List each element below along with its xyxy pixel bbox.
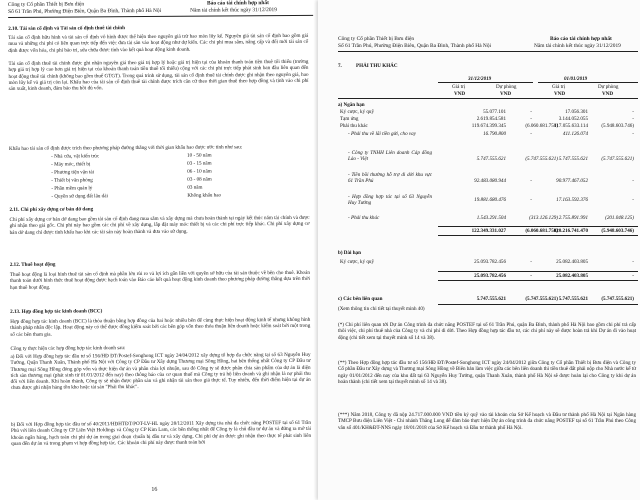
col-unit: VND [454,91,466,97]
left-s3-title: 2.12. Thuê hoạt động [9,261,56,268]
col-date-prior: 01/01/2019 [564,76,588,82]
row-provision-current: - [530,131,532,137]
rp-value-current: 5.747.555.621 [476,296,506,302]
col-date-current: 31/12/2019 [468,76,492,82]
left-s4-title: 2.13. Hợp đồng hợp tác kinh doanh (BCC) [10,308,103,315]
left-page-number: 16 [151,486,158,493]
header-rule [338,98,638,99]
dep-item-years: 03 - 08 năm [187,176,212,183]
total-value-prior: 25.082.403.805 [556,273,588,279]
row-value-current: 5.747.555.621 [476,156,506,162]
row-provision-current: (5.747.555.621) [525,156,558,162]
rp-provision-prior: (5.747.555.621) [601,296,634,302]
col-provision: Dự phòng [496,84,517,90]
total-rule [438,271,638,272]
row-provision-prior: (201.048.125) [605,215,634,221]
total-rule [438,304,638,305]
dep-item-years: 03 - 15 năm [187,160,212,167]
left-s4-b: b) Đối với Hợp đồng hợp tác đầu tư số 40/2011/HĐHTĐT/POT-LV-HL ngày 28/12/2011 Xây dựng tòa nhà đa chức năng POSTEF tại số 61 Trần Phú với liên doanh Công ty CP Liên Việt Holdings và Công ty CP Kim Lam, các bên thống nhất để Công ty là chủ đầu tư dự án và đứng ra mở tài khoản ngân hàng, hạch toán chi phí dự án trong giai đoạn chuẩn bị đầu tư và xây dựng. Chi phí dự án được ghi nhận theo thực tế phát sinh liên quan đến dự án và trong phạm vi hợp đồng hợp tác. Các khoản chi phí này được thanh toán bởi [10,419,312,447]
left-dep-intro: Khấu hao tài sản cố định được trích theo phương pháp đường thẳng với thời gian khấu hao được ước tính như sau: [9,144,243,152]
left-s1-p1: Tài sản cố định hữu hình và tài sản cố định vô hình được thể hiện theo nguyên giá trừ hao mòn lũy kế. Nguyên giá tài sản cố định bao gồm giá mua và những chi phí có liên quan trực tiếp đến việc đưa tài sản vào hoạt động như dự kiến. Các chi phí mua sắm, nâng cấp và đổi mới tài sản cố định được vốn hóa, chi phí bảo trì, sửa chữa được tính vào kết quả hoạt động kinh doanh. [8,32,309,54]
row-value-prior: 5.747.555.621 [558,156,588,162]
header-rule [538,82,638,83]
row-value-prior: 17.056.301 [565,109,588,115]
left-s2-p: Chi phí xây dựng cơ bản dở dang bao gồm tài sản cố định đang mua sắm và xây dựng mà chưa hoàn thành tại ngày kết thúc năm tài chính và được ghi nhận theo giá gốc. Chi phí này bao gồm các chi phí về xây dựng, lắp đặt máy móc thiết bị và các chi phí trực tiếp khác. Chi phí xây dựng cơ bản dở dang chỉ được tính khấu hao khi các tài sản này hoàn thành và đưa vào sử dụng. [9,214,310,236]
right-report-title: Báo cáo tài chính hợp nhất [550,36,612,42]
total-provision-current: - [530,273,532,279]
row-provision-current: - [530,109,532,115]
long-term-title: b) Dài hạn [338,250,361,256]
col-value: Giá trị [452,84,466,90]
row-value-prior: 3.144.052.055 [558,116,588,122]
left-s3-p: Thuê hoạt động là loại hình thuê tài sản cố định mà phần lớn rủi ro và lợi ích gắn liền với quyền sở hữu của tài sản thuộc về bên cho thuê. Khoản thanh toán dưới hình thức thuê hoạt động được hạch toán vào Báo cáo kết quả hoạt động kinh doanh theo phương pháp đường thẳng dựa trên thời hạn thuê hoạt động. [9,269,310,291]
row-value-current: 1.543.291.504 [476,215,506,221]
total-value-prior: 120.216.741.470 [553,228,588,234]
row-provision-prior: - [632,259,634,265]
row-provision-current: - [530,259,532,265]
row-provision-prior: - [632,197,634,203]
total-rule [438,226,638,227]
row-value-current: 2.619.854.581 [476,116,506,122]
row-provision-current: - [530,178,532,184]
dep-item-name: - Phương tiện vận tải [51,169,95,176]
row-value-current: 92.483.080.944 [474,178,506,184]
note-2: (**) Theo Hợp đồng hợp tác đầu tư số 156/HĐ ĐT/Postef-Songhong ICT ngày 24/04/2012 giữa Công ty Cổ phần Thiết bị Bưu điện và Công ty Cổ phần Đầu tư Xây dựng và Thương mại Sông Hồng về Biên bản làm việc giữa các bên liên doanh thì tiền thuê đất phải nộp cho Nhà nước kể từ ngày 01/01/2012 đến nay của khu đất tại 63 Nguyễn Huy Tưởng, quận Thanh Xuân, thành phố Hà Nội sẽ được hoàn lại cho Công ty khi dự án hoàn thành (chi tiết xem tại thuyết minh số 14 và 38). [338,360,636,385]
dep-item-years: 03 năm [187,184,203,191]
right-section-title: PHẢI THU KHÁC [356,63,398,69]
dep-item-name: - Quyền sử dụng đất lâu dài [51,193,108,200]
total-rule [438,235,638,236]
right-address: Số 61 Trần Phú, Phường Điện Biên, Quận Ba Đình, Thành phố Hà Nội [338,43,492,49]
row-label: - Phải thu khác [348,215,380,221]
total-provision-prior: (5.948.603.746) [601,228,634,234]
related-parties-note: (Xem thông tin chi tiết tại thuyết minh 40) [338,306,425,312]
left-company: Công ty Cổ phần Thiết bị Bưu điện [8,1,85,8]
row-provision-current: (313.126.129) [529,215,558,221]
short-term-title: a) Ngắn hạn [338,102,365,108]
dep-item-name: - Phần mềm quản lý [51,185,93,192]
left-s4-p2: Công ty thực hiện các hợp đồng hợp tác kinh doanh sau: [10,345,126,352]
row-provision-current: - [530,116,532,122]
col-provision: Dự phòng [598,84,619,90]
right-section-number: 7. [338,63,342,69]
dep-item-years: Không khấu hao [187,192,222,199]
total-value-current: 122.349.331.027 [471,228,506,234]
row-value-prior: 411.126.074 [562,131,588,137]
row-provision-current: - [530,197,532,203]
row-value-current: 19.881.680.476 [474,197,506,203]
row-provision-prior: - [632,131,634,137]
left-s4-a: a) Đối với Hợp đồng hợp tác đầu tư số 156/HĐ ĐT/Postef-Songhong ICT ngày 24/04/2012 xây dựng tổ hợp đa chức năng tại số 63 Nguyễn Huy Tưởng, Quận Thanh Xuân, Thành phố Hà Nội với Công ty CP Đầu tư Xây dựng Thương mại Sông Hồng, hai bên thống nhất Công ty CP Đầu tư Thương mại Sông Hồng đóng góp vốn và thực hiện dự án và phân chia lợi nhuận, sau đó Công ty sẽ được phân chia sản phẩm của dự án là diện tích sàn thương mại (phát sinh từ 01/01/2012 đến nay) theo thông báo của cơ quan thuế mà Công ty trả hộ liên doanh và ghi nhận là nợ phải thu đối với liên doanh. Khi hoàn thành, Công ty sẽ nhận được phần sàn và ghi nhận tài sản theo giá thực tế. Tuy nhiên, đến thời điểm hiện tại dự án chưa được ghi nhận hàng tồn kho hoặc tài sản "Phải thu khác". [10,351,311,392]
col-unit: VND [554,91,566,97]
row-provision-prior: - [632,109,634,115]
row-label: Tạm ứng [340,116,359,122]
total-provision-current: (6.060.681.750) [525,228,558,234]
row-label: - Tiền bồi thường hỗ trợ di dời khu vực 61 Trần Phú [348,172,432,185]
row-provision-prior: (5.747.555.621) [601,156,634,162]
row-label: - Hợp đồng hợp tác tại số 63 Nguyễn Huy Tưởng [348,194,432,207]
dep-item-years: 10 - 50 năm [187,152,212,159]
right-period: Năm tài chính kết thúc ngày 31/12/2019 [534,43,621,49]
col-unit: VND [602,91,614,97]
row-label: Phải thu khác [340,123,368,129]
left-report-title: Báo cáo tài chính hợp nhất [207,0,269,7]
col-unit: VND [500,91,512,97]
note-1: (*) Chi phí liên quan tới Dự án Công trình đa chức năng POSTEF tại số 61 Trần Phú, quận Ba Đình, thành phố Hà Nội bao gồm chi phí trả cấp thôi việc, chi phí thuê nhà của Công ty và chi phí di dời. Theo Hợp đồng hợp tác đầu tư, các chi phí này sẽ được hoàn trả khi Dự án đi vào hoạt động (chi tiết xem tại thuyết minh số 14 và 38). [338,322,636,341]
total-rule [438,280,638,281]
row-label: Ký cược, ký quỹ [340,109,375,115]
row-provision-prior: - [632,116,634,122]
dep-item-name: - Nhà cửa, vật kiến trúc [51,153,100,160]
row-label: - Công ty TNHH Liên doanh Cáp đồng Lào - Việt [348,150,432,163]
rp-provision-current: (5.747.555.621) [525,296,558,302]
row-label: - Phải thu về lãi tiền gửi, cho vay [348,131,416,137]
total-value-current: 25.093.782.456 [474,273,506,279]
dep-item-name: - Máy móc, thiết bị [51,161,91,168]
row-value-prior: 17.163.592.376 [556,197,588,203]
row-provision-current: (6.060.681.750) [525,123,558,129]
row-provision-prior: - [632,178,634,184]
left-s1-title: 2.10. Tài sản cố định và Tài sản cố định thuê tài chính [8,25,125,32]
left-period: Năm tài chính kết thúc ngày 31/12/2019 [190,7,277,14]
right-header-rule [338,51,638,52]
left-address: Số 61 Trần Phú, Phường Điện Biên, Quận Ba Đình, Thành phố Hà Nội [8,7,162,15]
note-3: (***) Năm 2018, Công ty đã nộp 24.717.000.000 VND tiền ký quỹ vào tài khoản của Sở Kế hoạch và Đầu tư thành phố Hà Nội tại Ngân hàng TMCP Bưu điện Liên Việt - Chi nhánh Thăng Long để đảm bảo thực hiện Dự án công trình đa chức năng POSTEF tại số 61 Trần Phú theo Công văn số 401/KH&ĐT-NNS ngày 18/01/2018 của Sở Kế hoạch và Đầu tư thành phố Hà Nội. [338,412,636,431]
related-parties-title: c) Các bên liên quan [338,296,383,302]
left-s4-p1: Hợp đồng hợp tác kinh doanh (BCC) là thỏa thuận bằng hợp đồng của hai hoặc nhiều bên để cùng thực hiện hoạt động kinh tế nhưng không hình thành pháp nhân độc lập. Hoạt động này có thể được đồng kiểm soát bởi các bên góp vốn theo thỏa thuận liên doanh hoặc kiểm soát bởi một trong số các bên tham gia. [10,316,311,338]
dep-item-years: 06 - 10 năm [187,168,212,175]
left-s1-p2: Tài sản cố định thuê tài chính được ghi nhận nguyên giá theo giá trị hợp lý hoặc giá trị hiện tại của khoản thanh toán tiền thuê tối thiểu (trường hợp giá trị hợp lý cao hơn giá trị hiện tại của khoản thanh toán tiền thuê tối thiểu) cộng với các chi phí trực tiếp phát sinh ban đầu liên quan đến hoạt động thuê tài chính (không bao gồm thuế GTGT). Trong quá trình sử dụng, tài sản cố định thuê tài chính được ghi nhận theo nguyên giá, hao mòn lũy kế và giá trị còn lại. Khấu hao của tài sản cố định thuê tài chính được trích căn cứ theo thời gian thuê theo hợp đồng và tính vào chi phí sản xuất, kinh doanh, đảm bảo thu hồi đủ vốn. [8,58,309,93]
row-value-prior: 117.055.633.114 [553,123,588,129]
header-rule [438,82,533,83]
row-value-prior: 2.755.891.991 [558,215,588,221]
row-provision-prior: (5.948.603.746) [601,123,634,129]
right-company: Công ty Cổ phần Thiết bị Bưu điện [338,36,415,42]
row-label: Ký cược, ký quỹ [340,259,375,265]
right-page [318,0,640,500]
row-value-current: 16.790.800 [483,131,506,137]
left-s2-title: 2.11. Chi phí xây dựng cơ bản dở dang [9,206,94,213]
row-value-current: 25.093.782.456 [474,259,506,265]
row-value-current: 119.674.399.345 [471,123,506,129]
rp-value-prior: 5.747.555.621 [558,296,588,302]
dep-item-name: - Thiết bị văn phòng [51,177,93,184]
row-value-prior: 90.977.467.052 [556,178,588,184]
col-value: Giá trị [552,84,566,90]
row-value-prior: 25.082.403.805 [556,259,588,265]
left-header-rule [8,15,313,18]
total-provision-prior: - [632,273,634,279]
row-value-current: 55.077.101 [483,109,506,115]
